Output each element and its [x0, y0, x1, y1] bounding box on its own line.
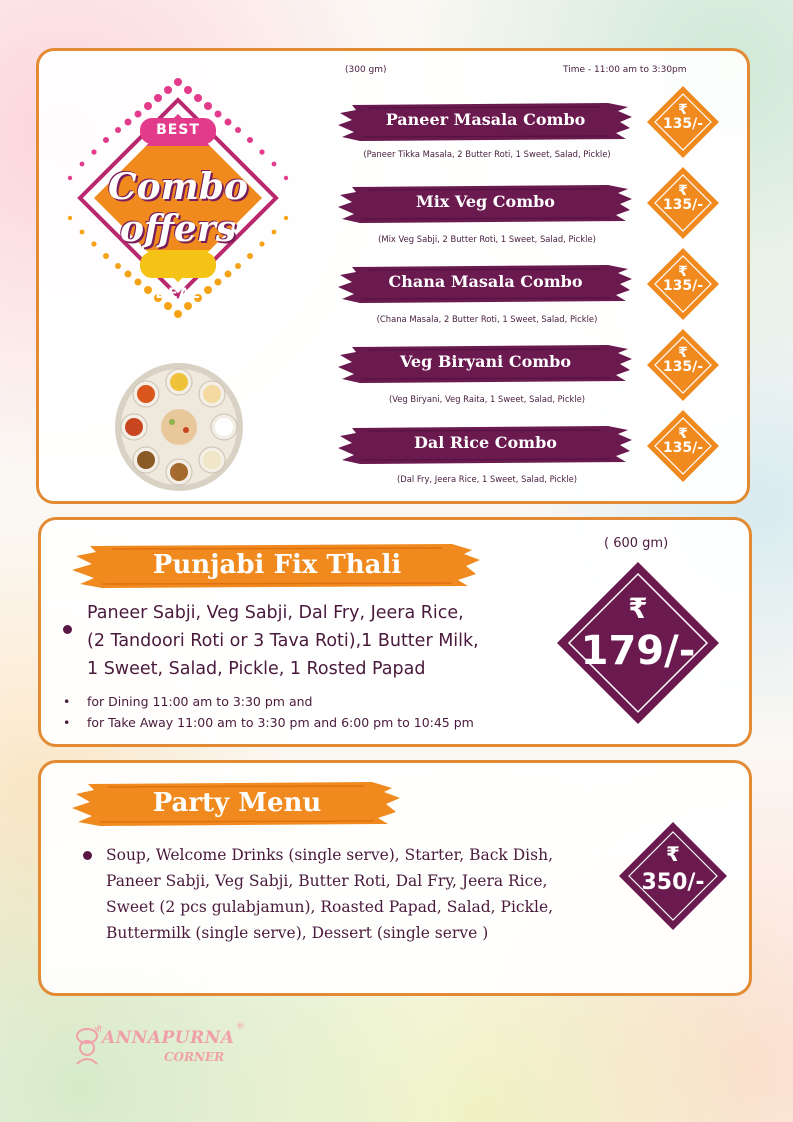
combo-item-price-tag: [645, 327, 721, 403]
combo-weight: (300 gm): [345, 65, 387, 75]
thali-line-3: 1 Sweet, Salad, Pickle, 1 Rosted Papad: [87, 659, 426, 679]
combo-item-banner: [338, 424, 633, 466]
combo-item-banner: [338, 101, 633, 143]
thali-plate-icon: [112, 360, 246, 494]
party-title-banner: [72, 778, 402, 830]
combo-time: Time - 11:00 am to 3:30pm: [563, 65, 687, 75]
annapurna-logo: [72, 1020, 252, 1070]
badge-deal-label: DEAL: [155, 286, 201, 302]
badge-offers-label: offers: [120, 208, 236, 250]
thali-timing-2: for Take Away 11:00 am to 3:30 pm and 6:00 pm to 10:45 pm: [87, 715, 474, 730]
combo-item-banner: [338, 343, 633, 385]
thali-weight: ( 600 gm): [604, 536, 669, 551]
thali-title-banner: [72, 540, 482, 592]
combo-item-name: Chana Masala Combo: [388, 272, 583, 291]
party-price: 350/-: [641, 870, 705, 895]
combo-item-banner: [338, 263, 633, 305]
logo-line-2: CORNER: [164, 1050, 225, 1064]
combo-item-banner: [338, 183, 633, 225]
combo-item-price: 135/-: [662, 197, 704, 213]
party-title: Party Menu: [152, 788, 322, 818]
party-line-2: Paneer Sabji, Veg Sabji, Butter Roti, Dal Fry, Jeera Rice,: [106, 872, 548, 890]
party-line-4: Buttermilk (single serve), Dessert (single serve ): [106, 924, 489, 942]
party-currency: ₹: [666, 842, 680, 866]
party-line-3: Sweet (2 pcs gulabjamun), Roasted Papad, Salad, Pickle,: [106, 898, 554, 916]
combo-item-currency: ₹: [678, 264, 688, 280]
combo-item-price-tag: [645, 165, 721, 241]
thali-price: 179/-: [580, 628, 696, 674]
combo-item-description: (Mix Veg Sabji, 2 Butter Roti, 1 Sweet, Salad, Pickle): [378, 234, 596, 244]
combo-item-currency: ₹: [678, 102, 688, 118]
logo-line-1: ANNAPURNA: [102, 1028, 235, 1048]
combo-item-price: 135/-: [662, 359, 704, 375]
combo-item-description: (Dal Fry, Jeera Rice, 1 Sweet, Salad, Pickle): [396, 474, 578, 484]
combo-item-price: 135/-: [662, 440, 704, 456]
thali-title: Punjabi Fix Thali: [152, 550, 402, 580]
combo-item-description: (Veg Biryani, Veg Raita, 1 Sweet, Salad, Pickle): [388, 394, 586, 404]
combo-item-name: Veg Biryani Combo: [399, 352, 572, 371]
party-price-tag: [615, 818, 731, 934]
combo-item-description: (Paneer Tikka Masala, 2 Butter Roti, 1 Sweet, Salad, Pickle): [363, 149, 611, 159]
thali-price-tag: [553, 558, 723, 728]
thali-line-1: Paneer Sabji, Veg Sabji, Dal Fry, Jeera Rice,: [87, 603, 464, 623]
thali-bullet: [63, 625, 72, 634]
badge-combo-label: Combo: [108, 166, 248, 208]
thali-plate-image: [112, 360, 246, 494]
combo-item-price-tag: [645, 84, 721, 160]
party-bullet: [83, 851, 92, 860]
combo-item-price-tag: [645, 246, 721, 322]
combo-item-description: (Chana Masala, 2 Butter Roti, 1 Sweet, Salad, Pickle): [376, 314, 598, 324]
combo-item-price: 135/-: [662, 278, 704, 294]
thali-timing-1: for Dining 11:00 am to 3:30 pm and: [87, 694, 313, 709]
combo-item-price: 135/-: [662, 116, 704, 132]
badge-best-label: BEST: [156, 122, 200, 138]
logo-registered: ®: [236, 1022, 245, 1032]
combo-item-currency: ₹: [678, 345, 688, 361]
thali-currency: ₹: [628, 592, 648, 625]
thali-timing-bullet-2: •: [63, 715, 71, 730]
thali-timing-bullet-1: •: [63, 694, 71, 709]
party-line-1: Soup, Welcome Drinks (single serve), Starter, Back Dish,: [106, 846, 553, 864]
combo-item-currency: ₹: [678, 183, 688, 199]
combo-item-name: Dal Rice Combo: [414, 433, 557, 452]
combo-item-currency: ₹: [678, 426, 688, 442]
logo-prefix: श्री: [94, 1025, 102, 1034]
combo-item-name: Paneer Masala Combo: [385, 110, 586, 129]
combo-item-name: Mix Veg Combo: [416, 192, 555, 211]
combo-offers-badge: [58, 78, 298, 318]
combo-item-price-tag: [645, 408, 721, 484]
thali-line-2: (2 Tandoori Roti or 3 Tava Roti),1 Butter Milk,: [87, 631, 479, 651]
